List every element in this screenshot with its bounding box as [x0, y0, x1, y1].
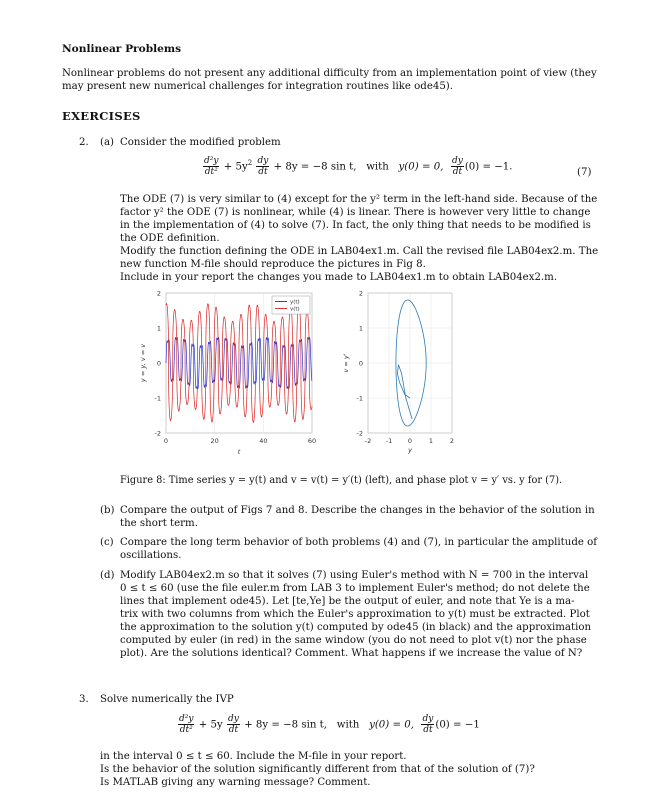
- part-a-label: (a): [100, 137, 115, 148]
- x-tick-label: 60: [307, 437, 317, 445]
- exercise-3-line1: in the interval 0 ≤ t ≤ 60. Include the M-file in your report.: [100, 751, 407, 762]
- y-tick-label: 0: [358, 359, 363, 368]
- legend-label: v(t): [290, 306, 300, 313]
- part-d-line1: Modify LAB04ex2.m so that it solves (7) using Euler's method with N = 700 in the interval: [120, 570, 589, 581]
- intro-line-1: Nonlinear problems do not present any additional difficulty from an implementation point of view (they: [62, 68, 597, 79]
- x-tick-label: 1: [428, 437, 434, 445]
- part-b-line1: Compare the output of Figs 7 and 8. Describe the changes in the behavior of the solution in: [120, 505, 595, 516]
- part-d-line2: 0 ≤ t ≤ 60 (use the file euler.m from LAB 3 to implement Euler's method; do not delete the: [120, 583, 590, 594]
- exercise-3-line2: Is the behavior of the solution significantly different from that of the solution of (7)?: [100, 764, 535, 775]
- ex2-para1-line3: in the implementation of (4) to solve (7). In fact, the only thing that needs to be modified is: [120, 220, 591, 231]
- part-c-label: (c): [100, 537, 114, 548]
- part-c-line2: oscillations.: [120, 550, 182, 561]
- exercise-2-number: 2.: [79, 137, 89, 148]
- figure-8-caption: Figure 8: Time series y = y(t) and v = v(t) = y′(t) (left), and phase plot v = y′ vs. y for (7).: [120, 475, 563, 486]
- y-tick-label: 0: [156, 359, 161, 368]
- x-tick-label: -2: [364, 437, 372, 445]
- part-d-line3: lines that implement ode45). Let [te,Ye] be the output of euler, and note that Ye is a ma-: [120, 596, 575, 607]
- part-d-line6: computed by euler (in red) in the same window (you do not need to plot v(t) nor the phase: [120, 635, 587, 646]
- exercise-3-line3: Is MATLAB giving any warning message? Comment.: [100, 777, 371, 788]
- y-axis-label: y = y, v = v: [139, 343, 147, 383]
- part-d-line4: trix with two columns from which the Euler's approximation to y(t) must be extracted. Plot: [120, 609, 590, 620]
- ex2-para1-line4: the ODE definition.: [120, 233, 220, 244]
- exercise-3-intro: Solve numerically the IVP: [100, 694, 234, 705]
- ex2-para2-line2: new function M-file should reproduce the pictures in Fig 8.: [120, 259, 426, 270]
- y-axis-label: v = y': [342, 353, 350, 373]
- x-tick-label: 0: [163, 437, 169, 445]
- legend-label: y(t): [290, 299, 300, 306]
- part-b-label: (b): [100, 505, 115, 516]
- x-tick-label: -1: [385, 437, 393, 445]
- x-tick-label: 2: [449, 437, 455, 445]
- x-axis-label: t: [237, 448, 241, 456]
- x-axis-label: y: [408, 446, 412, 454]
- y-tick-label: 1: [358, 324, 363, 333]
- x-tick-label: 20: [210, 437, 219, 445]
- y-tick-label: 2: [156, 289, 161, 298]
- y-tick-label: -2: [356, 429, 363, 438]
- ex2-para2-line1: Modify the function defining the ODE in LAB04ex1.m. Call the revised file LAB04ex2.m. The: [120, 246, 599, 257]
- part-a-text: Consider the modified problem: [120, 137, 281, 148]
- ex2-para3: Include in your report the changes you made to LAB04ex1.m to obtain LAB04ex2.m.: [120, 272, 558, 283]
- y-tick-label: -2: [154, 429, 161, 438]
- part-d-label: (d): [100, 570, 115, 581]
- y-tick-label: -1: [356, 394, 363, 403]
- ex2-para1-line2: factor y² the ODE (7) is nonlinear, while (4) is linear. There is however very little to change: [120, 207, 591, 218]
- y-tick-label: -1: [154, 394, 161, 403]
- time-series-chart: [140, 285, 320, 475]
- equation-7-tag: (7): [577, 167, 592, 178]
- part-d-line5: the approximation to the solution y(t) computed by ode45 (in black) and the approximation: [120, 622, 592, 633]
- phase-plot-chart: [340, 285, 460, 475]
- y-tick-label: 1: [156, 324, 161, 333]
- exercise-3-number: 3.: [79, 694, 89, 705]
- ex2-para1-line1: The ODE (7) is very similar to (4) except for the y² term in the left-hand side. Because of the: [120, 194, 598, 205]
- equation-7: $\frac{\text{d²y}}{\text{dt²}}$ + $5y^2$ $\frac{dy}{dt}$ + 8y = −8 sin t, with y(0) = 0, $\frac{dy}{dt}$ (0) = −1.: [204, 156, 513, 177]
- part-c-line1: Compare the long term behavior of both problems (4) and (7), in particular the amplitude of: [120, 537, 598, 548]
- y-tick-label: 2: [358, 289, 363, 298]
- intro-line-2: may present new numerical challenges for integration routines like ode45).: [62, 81, 454, 92]
- equation-ivp: $\frac{\text{d²y}}{\text{dt²}}$ + 5y $\frac{dy}{dt}$ + 8y = −8 sin t, with y(0) = 0, $\frac{dy}{dt}$ (0) = −1: [179, 714, 480, 735]
- x-tick-label: 0: [407, 437, 413, 445]
- section-heading: Nonlinear Problems: [62, 43, 182, 55]
- part-d-line7: plot). Are the solutions identical? Comment. What happens if we increase the value of N?: [120, 648, 583, 659]
- exercises-heading: EXERCISES: [62, 109, 141, 123]
- x-tick-label: 40: [259, 437, 268, 445]
- part-b-line2: the short term.: [120, 518, 198, 529]
